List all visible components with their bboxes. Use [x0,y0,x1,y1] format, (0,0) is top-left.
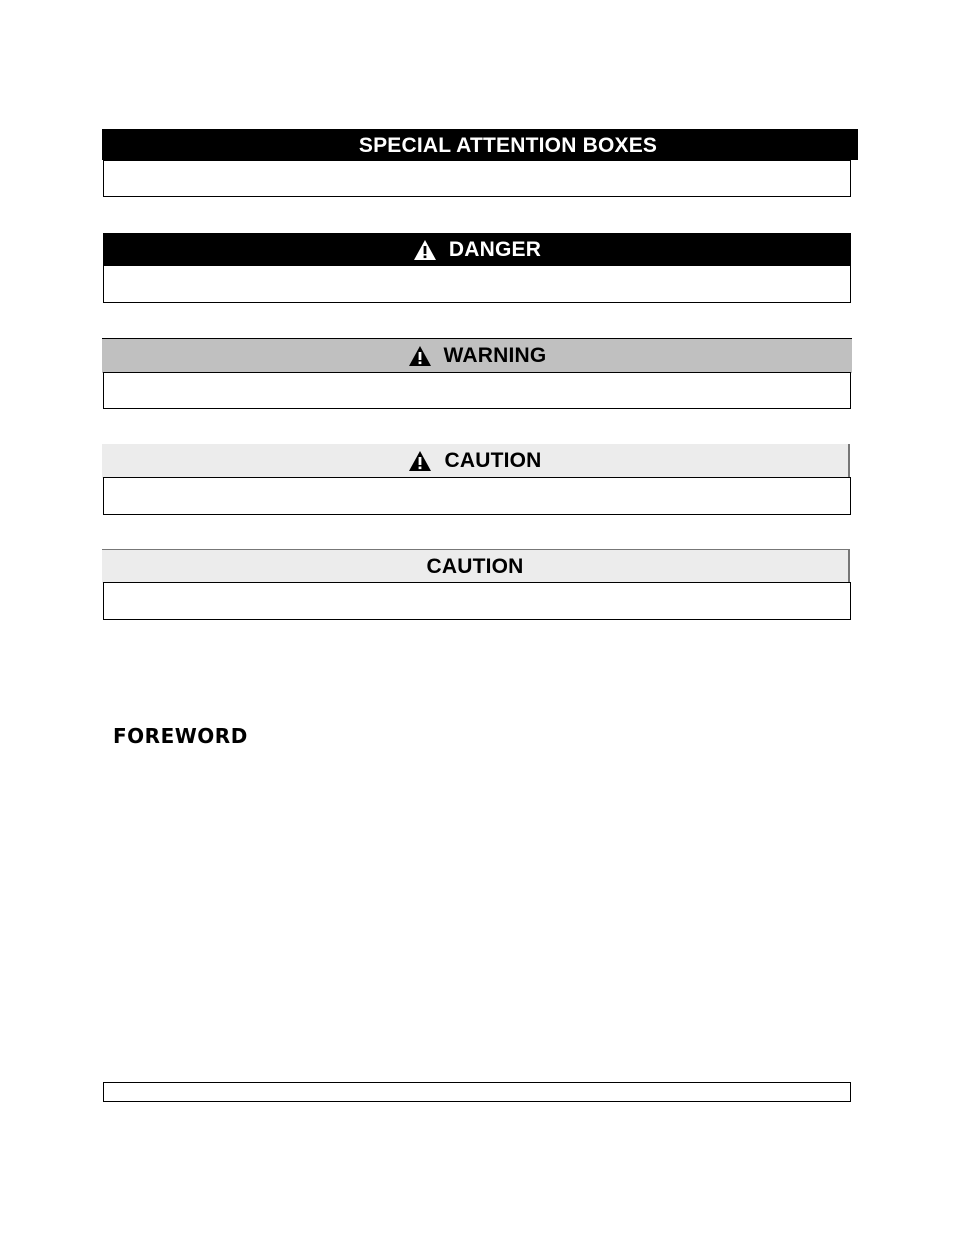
warning-header [102,338,852,373]
caution-plain-title: CAUTION [426,554,524,578]
caution-icon-title: CAUTION [444,449,542,472]
caution-icon-box [103,444,851,515]
caution-icon-header [102,444,850,478]
warning-title: WARNING [443,344,547,367]
caution-plain-box [103,549,851,620]
footer-box [103,1082,851,1102]
caution-icon-body [103,477,851,515]
special-attention-body [103,160,851,197]
warning-triangle-icon [408,450,432,472]
special-attention-title: SPECIAL ATTENTION BOXES [358,133,658,157]
danger-box [103,233,851,303]
warning-triangle-icon [408,345,432,367]
danger-title: DANGER [448,237,542,261]
caution-plain-body [103,582,851,620]
warning-box [103,338,851,409]
warning-body [103,372,851,409]
special-attention-header [102,129,858,160]
foreword-heading: FOREWORD [113,724,248,748]
special-attention-boxes-section [103,129,851,197]
danger-body [103,265,851,303]
warning-triangle-icon [413,239,437,261]
danger-header [103,233,851,266]
caution-plain-header [102,549,850,583]
